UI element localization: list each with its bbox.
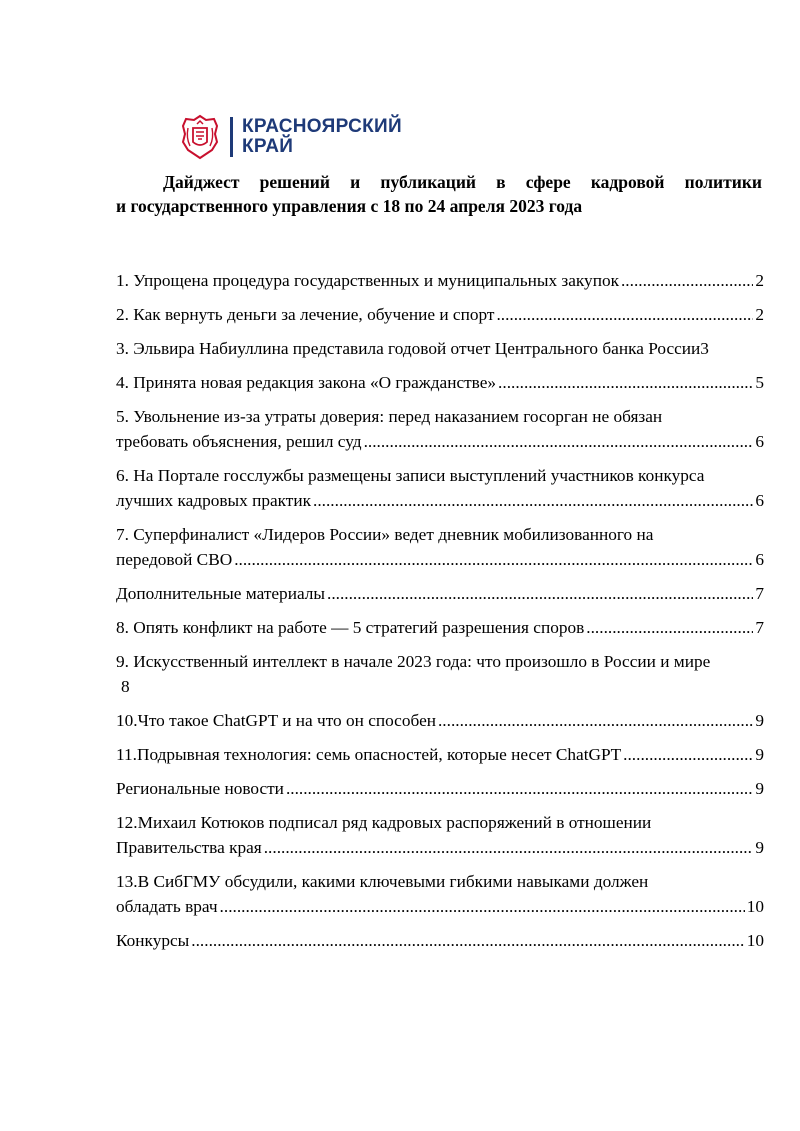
toc-item-text: 11.Подрывная технология: семь опасностей, которые несет ChatGPT xyxy=(116,745,622,764)
toc-item-text: передовой СВО xyxy=(116,550,233,569)
toc-item[interactable] xyxy=(116,522,764,572)
toc-page-number: 6 xyxy=(755,491,764,510)
toc-item[interactable] xyxy=(116,336,764,361)
logo-wordmark xyxy=(242,117,402,157)
toc-page-number: 9 xyxy=(755,745,764,764)
toc-page-number: 2 xyxy=(755,271,764,290)
toc-item-text: Конкурсы xyxy=(116,931,190,950)
toc-item[interactable] xyxy=(116,649,764,699)
toc-page-number: 9 xyxy=(755,711,764,730)
toc-leader xyxy=(327,581,753,606)
title-line-1: Дайджест решений и публикаций в сфере кадровой политики xyxy=(163,172,762,192)
toc-leader xyxy=(364,429,754,454)
toc-page-number: 6 xyxy=(755,432,764,451)
toc-item-text: 1. Упрощена процедура государственных и муниципальных закупок xyxy=(116,271,619,290)
toc-page-number: 8 xyxy=(121,677,130,696)
toc-leader xyxy=(234,547,753,572)
toc-item[interactable] xyxy=(116,615,764,640)
toc-page-number: 7 xyxy=(755,584,764,603)
toc-item-text: 8. Опять конфликт на работе — 5 стратегий разрешения споров xyxy=(116,618,585,637)
logo-line-1: КРАСНОЯРСКИЙ xyxy=(242,116,402,137)
toc-item-text: 2. Как вернуть деньги за лечение, обучение и спорт xyxy=(116,305,495,324)
toc-leader xyxy=(264,835,754,860)
coat-of-arms-icon xyxy=(180,114,220,160)
title-line-2: и государственного управления с 18 по 24 апреля 2023 года xyxy=(116,196,583,216)
toc-item-text-line-1: 12.Михаил Котюков подписал ряд кадровых распоряжений в отношении xyxy=(116,813,652,832)
toc-item[interactable] xyxy=(116,370,764,395)
toc-item-text-line-1: 13.В СибГМУ обсудили, какими ключевыми гибкими навыками должен xyxy=(116,872,649,891)
toc-item-text-line-1: 6. На Портале госслужбы размещены записи выступлений участников конкурса xyxy=(116,466,705,485)
toc-leader xyxy=(498,370,753,395)
toc-item-text: Дополнительные материалы xyxy=(116,584,325,603)
toc-leader xyxy=(623,742,753,767)
toc-item-text: лучших кадровых практик xyxy=(116,491,312,510)
toc-item-text: Региональные новости xyxy=(116,779,284,798)
toc-page-number: 10 xyxy=(746,931,764,950)
toc-item-text-line-1: 9. Искусственный интеллект в начале 2023 года: что произошло в России и мире xyxy=(116,652,711,671)
toc-page-number: 6 xyxy=(755,550,764,569)
toc-leader xyxy=(621,268,753,293)
toc-item[interactable] xyxy=(116,708,764,733)
toc-leader xyxy=(191,928,744,953)
toc-leader xyxy=(220,894,745,919)
toc-item[interactable] xyxy=(116,810,764,860)
toc-page-number: 2 xyxy=(755,305,764,324)
toc-leader xyxy=(286,776,753,801)
toc-item-text: 4. Принята новая редакция закона «О гражданстве» xyxy=(116,373,497,392)
toc-item[interactable] xyxy=(116,928,764,953)
toc-item-text: 3. Эльвира Набиуллина представила годовой отчет Центрального банка России3 xyxy=(116,339,709,358)
toc-leader xyxy=(313,488,753,513)
toc-item[interactable] xyxy=(116,869,764,919)
toc-item-text: обладать врач xyxy=(116,897,218,916)
logo-line-2: КРАЙ xyxy=(242,136,294,157)
toc-page-number: 7 xyxy=(755,618,764,637)
toc-item[interactable] xyxy=(116,776,764,801)
toc-item[interactable] xyxy=(116,581,764,606)
toc-page-number: 10 xyxy=(746,897,764,916)
toc-page-number: 9 xyxy=(755,779,764,798)
toc-leader xyxy=(438,708,753,733)
toc-item[interactable] xyxy=(116,742,764,767)
toc-page-number: 9 xyxy=(755,838,764,857)
toc-item-text: Правительства края xyxy=(116,838,262,857)
document-title xyxy=(116,170,762,218)
toc-item-text-line-1: 5. Увольнение из-за утраты доверия: перед наказанием госорган не обязан xyxy=(116,407,663,426)
toc-leader xyxy=(586,615,753,640)
toc-item[interactable] xyxy=(116,268,764,293)
toc-item-text: требовать объяснения, решил суд xyxy=(116,432,362,451)
region-logo xyxy=(180,113,402,161)
logo-divider xyxy=(230,117,233,157)
toc-item-text-line-1: 7. Суперфиналист «Лидеров России» ведет дневник мобилизованного на xyxy=(116,525,654,544)
toc-item[interactable] xyxy=(116,302,764,327)
toc-page-number: 5 xyxy=(755,373,764,392)
table-of-contents xyxy=(116,268,764,962)
toc-item[interactable] xyxy=(116,404,764,454)
toc-item[interactable] xyxy=(116,463,764,513)
toc-item-text: 10.Что такое ChatGPT и на что он способен xyxy=(116,711,436,730)
toc-leader xyxy=(496,302,753,327)
